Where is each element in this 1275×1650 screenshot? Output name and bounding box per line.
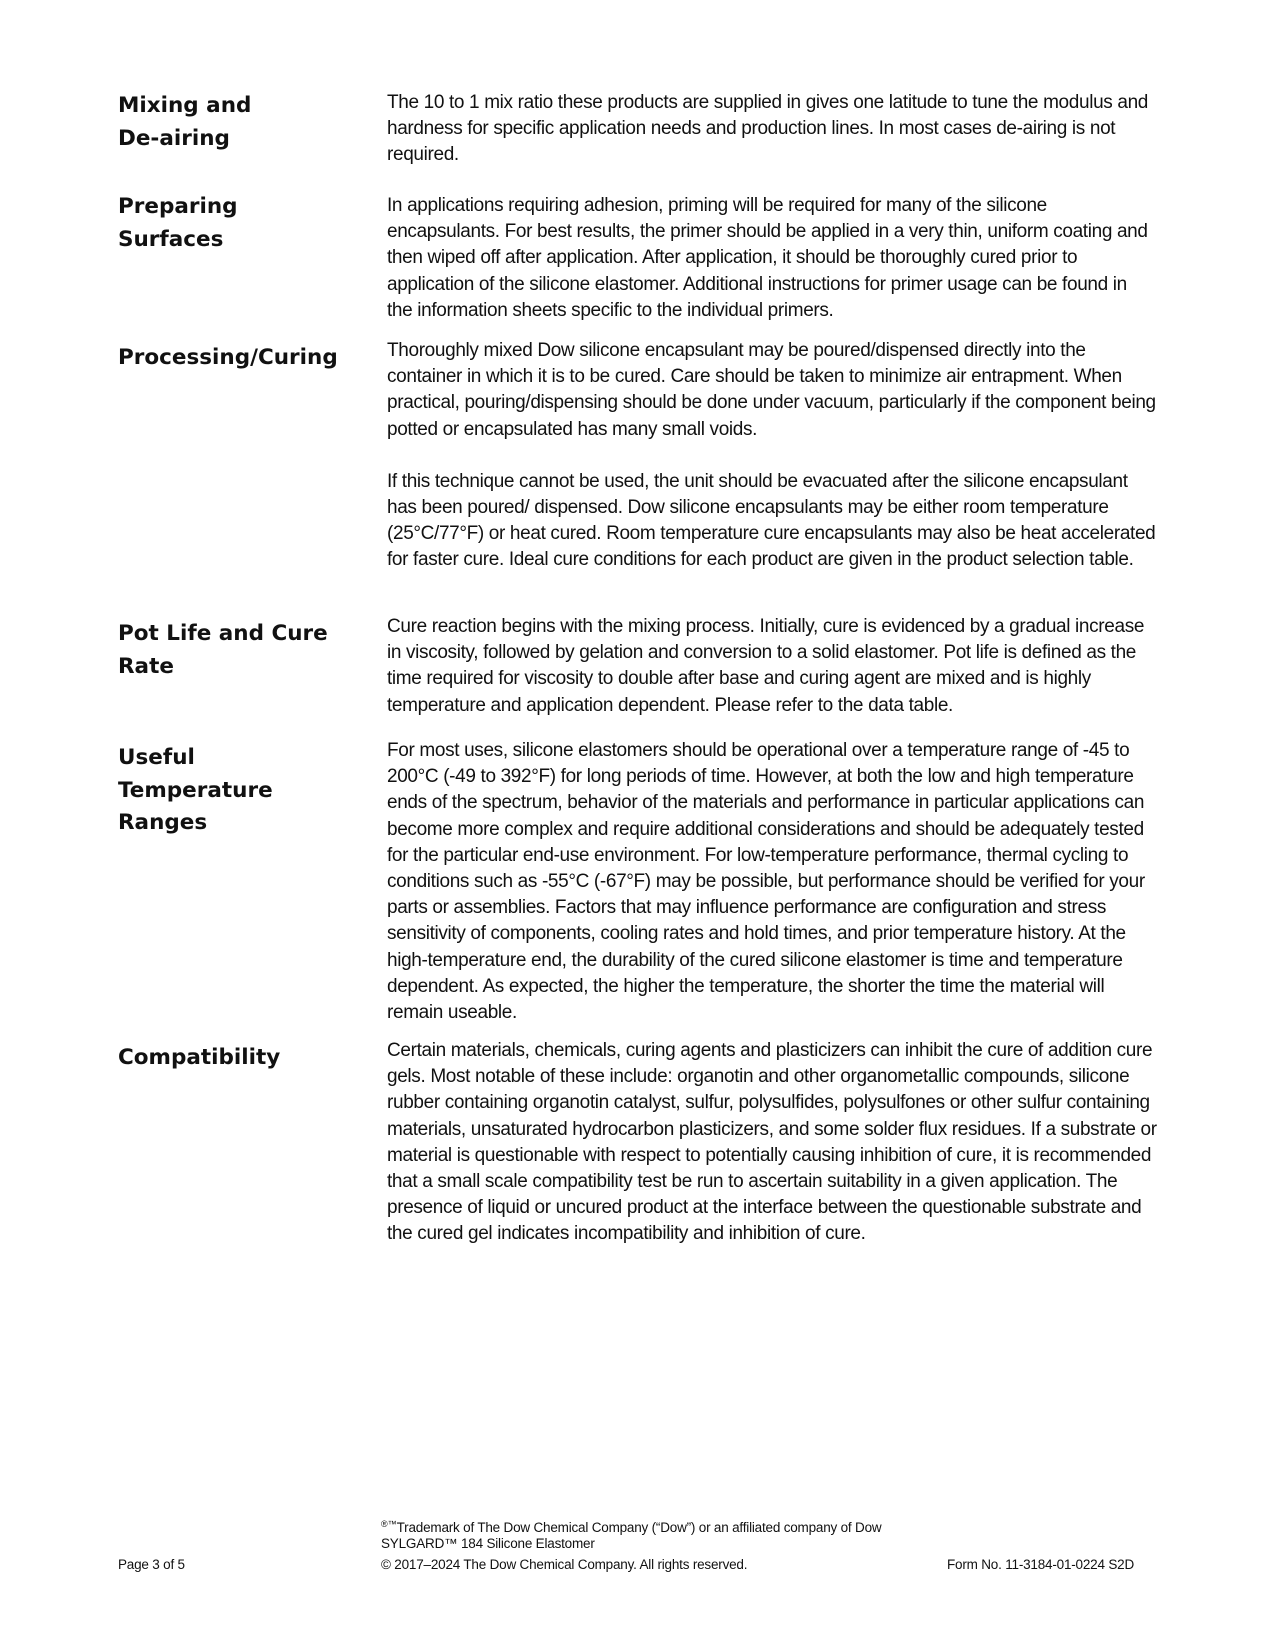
heading-line: Rate	[118, 653, 174, 679]
heading-line: Surfaces	[118, 226, 224, 252]
section-heading	[118, 742, 358, 840]
section-heading	[118, 618, 358, 683]
footer-form-number: Form No. 11-3184-01-0224 S2D	[947, 1557, 1134, 1572]
body-paragraph: For most uses, silicone elastomers should be operational over a temperature range of -45 to 200°C (-49 to 392°F) for long periods of time. However, at both the low and high temperature ends of the spectrum, behavior of the materials and performance in particular applications can become more complex and require additional considerations and should be adequately tested for the particular end-use environment. For low-temperature performance, thermal cycling to conditions such as -55°C (-67°F) may be possible, but performance should be verified for your parts or assemblies. Factors that may influence performance are configuration and stress sensitivity of components, cooling rates and hold times, and prior temperature history. At the high-temperature end, the durability of the cured silicone elastomer is time and temperature dependent. As expected, the higher the temperature, the shorter the time the material will remain useable.	[387, 740, 1145, 1024]
section-heading	[118, 90, 358, 155]
heading-line: Temperature	[118, 777, 273, 803]
section-heading	[118, 342, 358, 375]
heading-line: Ranges	[118, 810, 208, 835]
body-paragraph: Thoroughly mixed Dow silicone encapsulant may be poured/dispensed directly into the container in which it is to be cured. Care should be taken to minimize air entrapment. When practical, pouring/dispensing should be done under vacuum, particularly if the component being potted or encapsulated has many small voids.	[387, 340, 1156, 440]
trademark-symbols: ®™	[381, 1519, 397, 1529]
heading-line: De-airing	[118, 125, 230, 151]
heading-line: Preparing	[118, 194, 238, 219]
heading-line: Compatibility	[118, 1045, 281, 1070]
body-paragraph: In applications requiring adhesion, priming will be required for many of the silicone encapsulants. For best results, the primer should be applied in a very thin, uniform coating and then wiped off after application. After application, it should be thoroughly cured prior to application of the silicone elastomer. Additional instructions for primer usage can be found in the information sheets specific to the individual primers.	[387, 195, 1148, 321]
heading-line: Processing/Curing	[118, 345, 338, 370]
section-heading	[118, 1042, 358, 1075]
trademark-text: Trademark of The Dow Chemical Company (“Dow”) or an affiliated company of Dow	[396, 1520, 882, 1535]
heading-line: Useful	[118, 745, 195, 770]
heading-line: Mixing and	[118, 93, 252, 118]
footer-page-number: Page 3 of 5	[118, 1557, 185, 1572]
section-body	[387, 338, 1157, 574]
section-heading	[118, 191, 358, 256]
body-paragraph: If this technique cannot be used, the unit should be evacuated after the silicone encapsulant has been poured/ dispensed. Dow silicone encapsulants may be either room temperature (25°C/77°F) or heat cured. Room temperature cure encapsulants may also be heat accelerated for faster cure. Ideal cure conditions for each product are given in the product selection table.	[387, 470, 1156, 571]
body-paragraph: The 10 to 1 mix ratio these products are supplied in gives one latitude to tune the modulus and hardness for specific application needs and production lines. In most cases de-airing is not required.	[387, 92, 1149, 166]
body-paragraph: Cure reaction begins with the mixing process. Initially, cure is evidenced by a gradual increase in viscosity, followed by gelation and conversion to a solid elastomer. Pot life is defined as the time required for viscosity to double after base and curing agent are mixed and is highly temperature and application dependent. Please refer to the data table.	[387, 616, 1145, 716]
section-body	[387, 90, 1157, 169]
body-paragraph: Certain materials, chemicals, curing agents and plasticizers can inhibit the cure of addition cure gels. Most notable of these include: organotin and other organometallic compounds, silicone rubber containing organotin catalyst, sulfur, polysulfides, polysulfones or other sulfur containing materials, unsaturated hydrocarbon plasticizers, and some solder flux residues. If a substrate or material is questionable with respect to potentially causing inhibition of cure, it is recommended that a small scale compatibility test be run to ascertain suitability in a given application. The presence of liquid or uncured product at the interface between the questionable substrate and the cured gel indicates incompatibility and inhibition of cure.	[387, 1040, 1157, 1245]
section-body	[387, 1038, 1157, 1248]
heading-line: Pot Life and Cure	[118, 621, 328, 646]
footer-product-name: SYLGARD™ 184 Silicone Elastomer	[381, 1536, 595, 1551]
footer-copyright: © 2017–2024 The Dow Chemical Company. All rights reserved.	[381, 1557, 748, 1572]
section-body	[387, 738, 1157, 1026]
section-body	[387, 614, 1157, 719]
section-body	[387, 193, 1157, 324]
